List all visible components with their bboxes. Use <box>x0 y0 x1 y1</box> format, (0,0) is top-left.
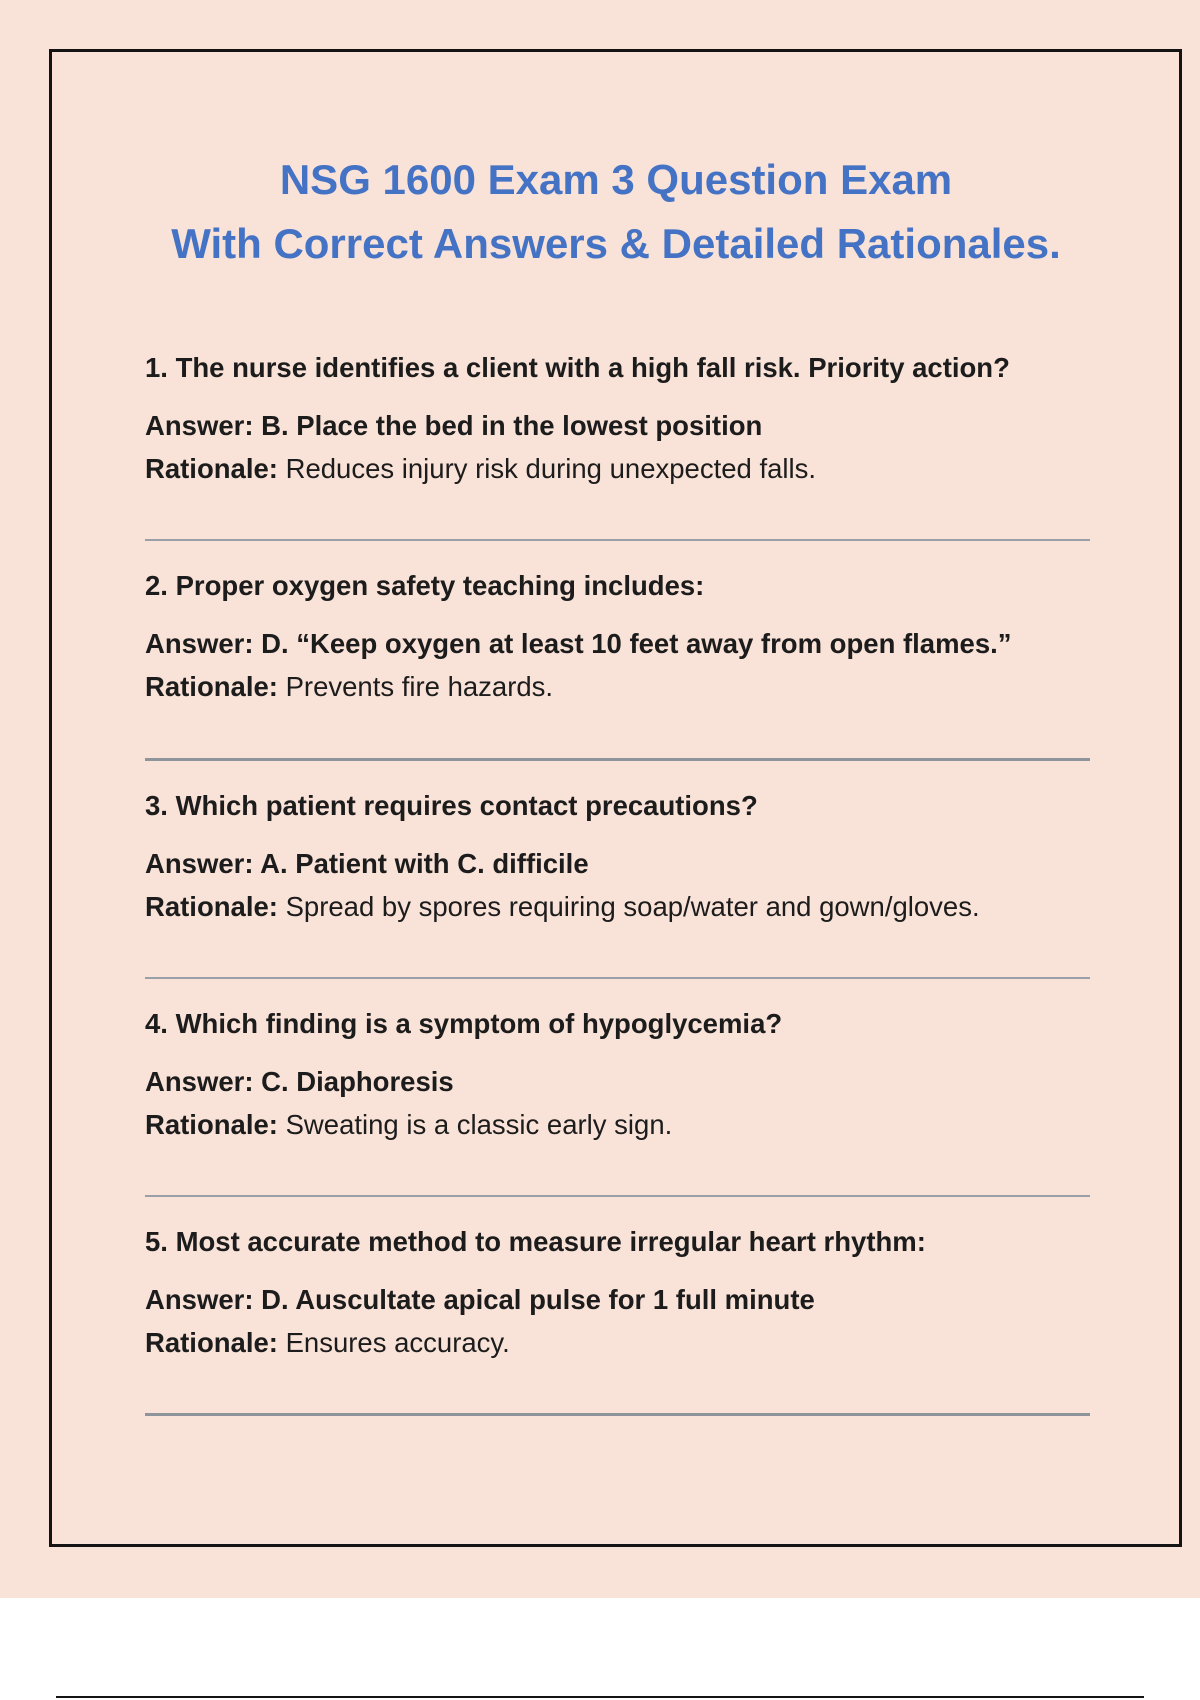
rationale <box>145 1326 1090 1360</box>
question-block-3 <box>145 789 1090 924</box>
rationale-label: Rationale: <box>145 671 278 702</box>
rationale-label: Rationale: <box>145 1327 278 1358</box>
rationale <box>145 1108 1090 1142</box>
title-line-1: NSG 1600 Exam 3 Question Exam <box>279 156 953 203</box>
divider <box>145 539 1090 541</box>
question-text: 3. Which patient requires contact precautions? <box>145 790 758 821</box>
rationale <box>145 452 1090 486</box>
answer-text: Answer: A. Patient with C. difficile <box>145 848 589 879</box>
rationale <box>145 890 1090 924</box>
rationale-label: Rationale: <box>145 453 278 484</box>
question-block-4 <box>145 1007 1090 1142</box>
question-text: 4. Which finding is a symptom of hypoglycemia? <box>145 1008 783 1039</box>
divider <box>145 1195 1090 1197</box>
answer-text: Answer: D. Auscultate apical pulse for 1 full minute <box>145 1284 815 1315</box>
rationale-text: Prevents fire hazards. <box>285 671 554 702</box>
rationale-text: Ensures accuracy. <box>285 1327 510 1358</box>
question-text: 5. Most accurate method to measure irregular heart rhythm: <box>145 1226 926 1257</box>
rationale-label: Rationale: <box>145 1109 278 1140</box>
divider <box>145 758 1090 761</box>
page-bottom-rule <box>56 1696 1144 1698</box>
divider <box>145 1413 1090 1416</box>
rationale <box>145 670 1090 704</box>
answer-text: Answer: D. “Keep oxygen at least 10 feet away from open flames.” <box>145 628 1012 659</box>
rationale-text: Reduces injury risk during unexpected falls. <box>285 453 816 484</box>
answer-text: Answer: C. Diaphoresis <box>145 1066 454 1097</box>
rationale-text: Sweating is a classic early sign. <box>285 1109 673 1140</box>
answer-text: Answer: B. Place the bed in the lowest position <box>145 410 763 441</box>
question-block-5 <box>145 1225 1090 1360</box>
question-block-2 <box>145 569 1090 704</box>
document-title <box>0 148 1200 276</box>
title-line-2: With Correct Answers & Detailed Rationales. <box>171 220 1061 267</box>
question-text: 1. The nurse identifies a client with a high fall risk. Priority action? <box>145 352 1010 383</box>
question-text: 2. Proper oxygen safety teaching includes: <box>145 570 705 601</box>
rationale-text: Spread by spores requiring soap/water and gown/gloves. <box>285 891 980 922</box>
rationale-label: Rationale: <box>145 891 278 922</box>
question-block-1 <box>145 351 1090 486</box>
divider <box>145 977 1090 979</box>
